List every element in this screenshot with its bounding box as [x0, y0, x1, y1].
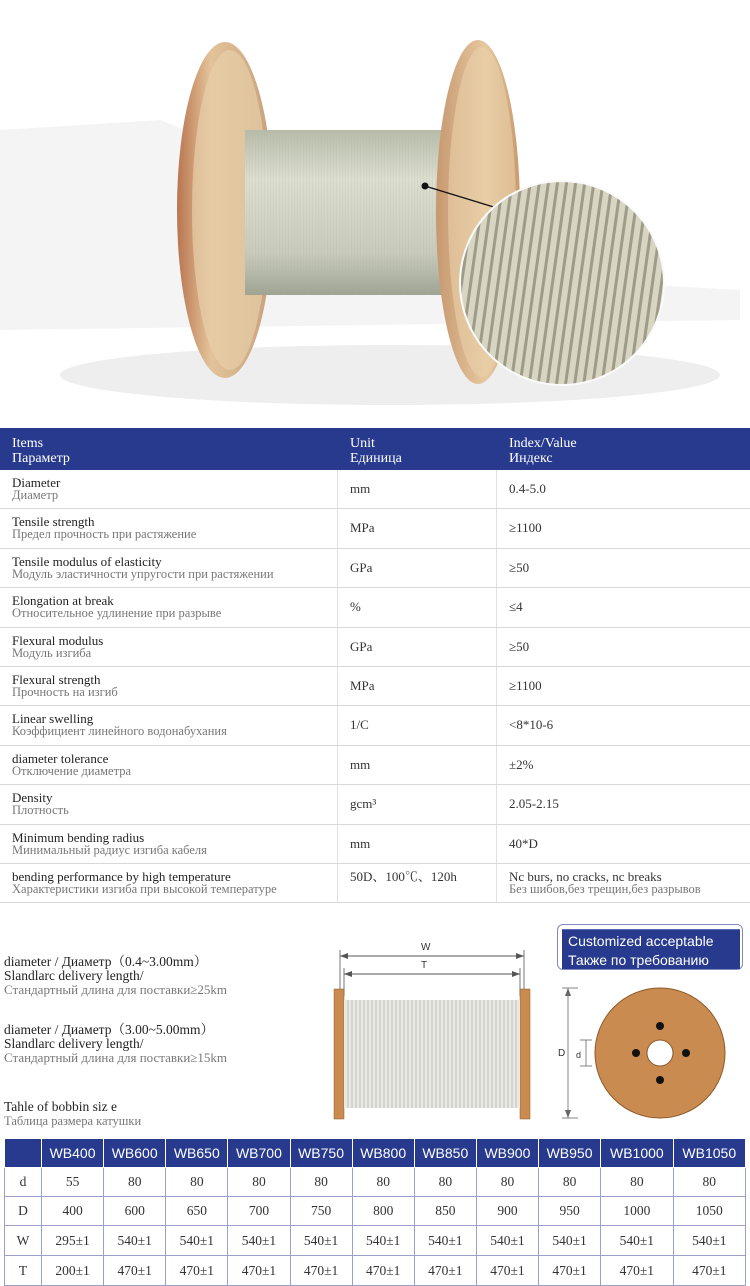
- spec-item-ru: Модуль эластичности упругости при растяжении: [12, 566, 274, 581]
- bobbin-cell: 80: [352, 1168, 414, 1197]
- spec-row: [0, 549, 750, 588]
- spec-value-cell: [497, 864, 750, 902]
- spec-value-cell: [497, 825, 750, 863]
- bobbin-row-label: T: [5, 1256, 42, 1286]
- spec-value-cell: [497, 628, 750, 666]
- spec-value-cell: [497, 706, 750, 744]
- bobbin-cell: 80: [414, 1168, 476, 1197]
- bobbin-model-header: WB750: [290, 1139, 352, 1168]
- spec-value-cell: [497, 549, 750, 587]
- spec-item-ru: Плотность: [12, 803, 69, 818]
- spec-row: [0, 667, 750, 706]
- bobbin-model-header: WB650: [166, 1139, 228, 1168]
- spec-unit: %: [350, 599, 361, 615]
- spec-unit-cell: [338, 825, 497, 863]
- spec-value-cell: [497, 509, 750, 547]
- delivery-length-label: Slandlarc delivery length/: [4, 968, 144, 983]
- spec-row: [0, 825, 750, 864]
- spec-unit-cell: [338, 785, 497, 823]
- spec-unit-cell: [338, 864, 497, 902]
- spec-value-cell: [497, 746, 750, 784]
- spec-row: [0, 706, 750, 745]
- bobbin-row-label: W: [5, 1226, 42, 1256]
- bobbin-cell: 540±1: [352, 1226, 414, 1256]
- spec-unit-cell: [338, 588, 497, 626]
- spec-value-ru: Без шибов,без трещин,без разрывов: [509, 881, 701, 896]
- bobbin-cell: 400: [42, 1197, 104, 1226]
- product-photo-spool: [0, 0, 750, 420]
- bobbin-cell: 540±1: [166, 1226, 228, 1256]
- bobbin-size-table: [4, 1138, 746, 1286]
- spec-item-en: Elongation at break: [12, 593, 114, 609]
- bobbin-table-title: [4, 1100, 141, 1128]
- spec-value-cell: [497, 785, 750, 823]
- bobbin-table-body: [5, 1168, 746, 1286]
- outer-diameter-label: D: [558, 1048, 566, 1059]
- spec-item-en: diameter tolerance: [12, 750, 109, 766]
- bobbin-cell: 540±1: [414, 1226, 476, 1256]
- bobbin-cell: 80: [166, 1168, 228, 1197]
- bobbin-title-en: Tahle of bobbin siz e: [4, 1099, 118, 1114]
- bobbin-cell: 470±1: [166, 1256, 228, 1286]
- bobbin-cell: 295±1: [42, 1226, 104, 1256]
- spec-item-en: Tensile modulus of elasticity: [12, 553, 162, 569]
- bobbin-corner-cell: [5, 1139, 42, 1168]
- bobbin-cell: 470±1: [539, 1256, 601, 1286]
- spec-row: [0, 628, 750, 667]
- spec-unit: GPa: [350, 638, 373, 654]
- spec-item-en: Flexural strength: [12, 671, 101, 687]
- bobbin-cell: 470±1: [601, 1256, 673, 1286]
- spec-item-cell: [0, 549, 338, 587]
- spec-value: 2.05-2.15: [509, 796, 559, 812]
- spec-unit-cell: [338, 549, 497, 587]
- spec-unit: 50D、100℃、120h: [350, 868, 457, 884]
- delivery-block-large: [4, 1023, 324, 1065]
- spec-item-ru: Относительное удлинение при разрыве: [12, 606, 222, 621]
- spec-value: 40*D: [509, 835, 538, 851]
- bobbin-model-header: WB850: [414, 1139, 476, 1168]
- spec-item-ru: Характеристики изгиба при высокой температуре: [12, 881, 277, 896]
- bobbin-cell: 470±1: [290, 1256, 352, 1286]
- spec-value: ≥50: [509, 559, 530, 575]
- spec-row: [0, 785, 750, 824]
- bobbin-cell: 80: [476, 1168, 538, 1197]
- bobbin-cell: 950: [539, 1197, 601, 1226]
- spec-value-cell: [497, 588, 750, 626]
- traverse-label: T: [421, 960, 428, 971]
- header-items-en: Items: [12, 436, 44, 451]
- bobbin-side-drawing: [324, 934, 544, 1139]
- spec-value: ≥50: [509, 638, 530, 654]
- spec-value: ≤4: [509, 599, 523, 615]
- spec-unit: gcm³: [350, 796, 377, 812]
- spec-item-ru: Диаметр: [12, 488, 59, 502]
- bobbin-row: [5, 1226, 746, 1256]
- spec-item-cell: [0, 628, 338, 666]
- bobbin-model-header: WB800: [352, 1139, 414, 1168]
- header-value-ru: Индекс: [509, 451, 553, 466]
- spec-item-ru: Прочность на изгиб: [12, 684, 118, 699]
- bobbin-cell: 540±1: [539, 1226, 601, 1256]
- bobbin-cell: 80: [104, 1168, 166, 1197]
- spec-item-en: Flexural modulus: [12, 632, 104, 648]
- spec-item-cell: [0, 667, 338, 705]
- bobbin-cell: 1050: [673, 1197, 745, 1226]
- spec-item-cell: [0, 470, 338, 508]
- spec-value-cell: [497, 667, 750, 705]
- bobbin-cell: 80: [673, 1168, 745, 1197]
- bobbin-model-header: WB600: [104, 1139, 166, 1168]
- bobbin-cell: 850: [414, 1197, 476, 1226]
- spec-unit: mm: [350, 835, 371, 851]
- spec-value: ≥1100: [509, 677, 542, 693]
- bobbin-cell: 80: [601, 1168, 673, 1197]
- spec-value: ≥1100: [509, 520, 542, 536]
- spec-item-en: Density: [12, 790, 53, 806]
- bobbin-row: [5, 1168, 746, 1197]
- spec-item-cell: [0, 706, 338, 744]
- badge-line-en: Customized acceptable: [568, 933, 714, 949]
- delivery-length-value: Стандартный длина для поставки≥15km: [4, 1050, 228, 1065]
- bobbin-cell: 540±1: [228, 1226, 290, 1256]
- spec-row: [0, 470, 750, 509]
- bobbin-cell: 750: [290, 1197, 352, 1226]
- bobbin-model-header: WB400: [42, 1139, 104, 1168]
- header-items-ru: Параметр: [12, 451, 70, 466]
- spec-item-ru: Модуль изгиба: [12, 645, 92, 660]
- bobbin-cell: 470±1: [228, 1256, 290, 1286]
- spec-unit-cell: [338, 628, 497, 666]
- bobbin-cell: 470±1: [352, 1256, 414, 1286]
- spec-unit: MPa: [350, 677, 375, 693]
- bobbin-model-header: WB900: [476, 1139, 538, 1168]
- specification-table: [0, 428, 750, 903]
- delivery-length-value: Стандартный длина для поставки≥25km: [4, 982, 228, 997]
- bobbin-row: [5, 1256, 746, 1286]
- delivery-length-label: Slandlarc delivery length/: [4, 1036, 144, 1051]
- bobbin-cell: 540±1: [476, 1226, 538, 1256]
- spec-item-cell: [0, 785, 338, 823]
- bobbin-cell: 470±1: [476, 1256, 538, 1286]
- spec-item-ru: Отключение диаметра: [12, 763, 132, 778]
- spec-unit-cell: [338, 667, 497, 705]
- spec-value-cell: [497, 470, 750, 508]
- spec-row: [0, 746, 750, 785]
- customized-badge: [562, 929, 740, 969]
- bobbin-model-header: WB950: [539, 1139, 601, 1168]
- spec-value: ±2%: [509, 756, 534, 772]
- width-label: W: [421, 942, 431, 953]
- bobbin-cell: 700: [228, 1197, 290, 1226]
- spec-unit-cell: [338, 706, 497, 744]
- bobbin-row: [5, 1197, 746, 1226]
- spec-item-cell: [0, 509, 338, 547]
- bobbin-cell: 540±1: [104, 1226, 166, 1256]
- spec-table-body: [0, 470, 750, 903]
- bobbin-cell: 55: [42, 1168, 104, 1197]
- bobbin-cell: 80: [539, 1168, 601, 1197]
- spec-item-en: Tensile strength: [12, 514, 95, 530]
- bobbin-cell: 540±1: [673, 1226, 745, 1256]
- spec-item-ru: Коэффициент линейного водонабухания: [12, 724, 227, 739]
- spec-item-cell: [0, 746, 338, 784]
- bobbin-cell: 800: [352, 1197, 414, 1226]
- bobbin-cell: 600: [104, 1197, 166, 1226]
- spec-value: <8*10-6: [509, 717, 554, 733]
- bobbin-cell: 470±1: [673, 1256, 745, 1286]
- header-value-en: Index/Value: [509, 436, 577, 451]
- spec-value: Nc burs, no cracks, nc breaks: [509, 868, 662, 884]
- bobbin-cell: 200±1: [42, 1256, 104, 1286]
- spec-unit: 1/C: [350, 717, 369, 733]
- header-unit-ru: Единица: [350, 451, 402, 466]
- bobbin-row-label: D: [5, 1197, 42, 1226]
- spec-item-en: Linear swelling: [12, 711, 94, 727]
- spec-item-cell: [0, 864, 338, 902]
- bobbin-front-drawing: [552, 980, 742, 1135]
- spec-table-header: [0, 428, 750, 470]
- bobbin-model-header: WB1000: [601, 1139, 673, 1168]
- bobbin-cell: 540±1: [290, 1226, 352, 1256]
- bobbin-table-header: [5, 1139, 746, 1168]
- badge-line-ru: Также по требованию: [568, 952, 709, 968]
- bobbin-cell: 650: [166, 1197, 228, 1226]
- spec-unit-cell: [338, 470, 497, 508]
- spec-item-cell: [0, 825, 338, 863]
- spec-unit: mm: [350, 756, 371, 772]
- delivery-block-small: [4, 955, 324, 997]
- spec-item-en: Diameter: [12, 475, 61, 490]
- spec-value: 0.4-5.0: [509, 481, 546, 496]
- spec-item-cell: [0, 588, 338, 626]
- delivery-diameter-range: diameter / Диаметр（0.4~3.00mm）: [4, 954, 208, 969]
- spec-item-en: bending performance by high temperature: [12, 868, 231, 884]
- spec-unit: GPa: [350, 559, 373, 575]
- bobbin-cell: 540±1: [601, 1226, 673, 1256]
- bobbin-cell: 80: [290, 1168, 352, 1197]
- spec-unit-cell: [338, 509, 497, 547]
- spec-item-ru: Минимальный радиус изгиба кабеля: [12, 842, 207, 857]
- bobbin-cell: 1000: [601, 1197, 673, 1226]
- bobbin-cell: 80: [228, 1168, 290, 1197]
- delivery-length-section: [4, 955, 324, 1091]
- spec-row: [0, 509, 750, 548]
- header-unit-en: Unit: [350, 436, 375, 451]
- bobbin-model-header: WB700: [228, 1139, 290, 1168]
- inner-diameter-label: d: [576, 1050, 582, 1060]
- spec-unit: MPa: [350, 520, 375, 536]
- spec-unit: mm: [350, 481, 371, 496]
- bobbin-cell: 470±1: [104, 1256, 166, 1286]
- spec-item-en: Minimum bending radius: [12, 829, 145, 845]
- bobbin-title-ru: Таблица размера катушки: [4, 1114, 142, 1128]
- spec-row: [0, 588, 750, 627]
- bobbin-cell: 470±1: [414, 1256, 476, 1286]
- spec-unit-cell: [338, 746, 497, 784]
- spec-row: [0, 864, 750, 903]
- bobbin-model-header: WB1050: [673, 1139, 745, 1168]
- bobbin-cell: 900: [476, 1197, 538, 1226]
- delivery-diameter-range: diameter / Диаметр（3.00~5.00mm）: [4, 1022, 215, 1037]
- spec-item-ru: Предел прочность при растяжение: [12, 527, 197, 542]
- bobbin-row-label: d: [5, 1168, 42, 1197]
